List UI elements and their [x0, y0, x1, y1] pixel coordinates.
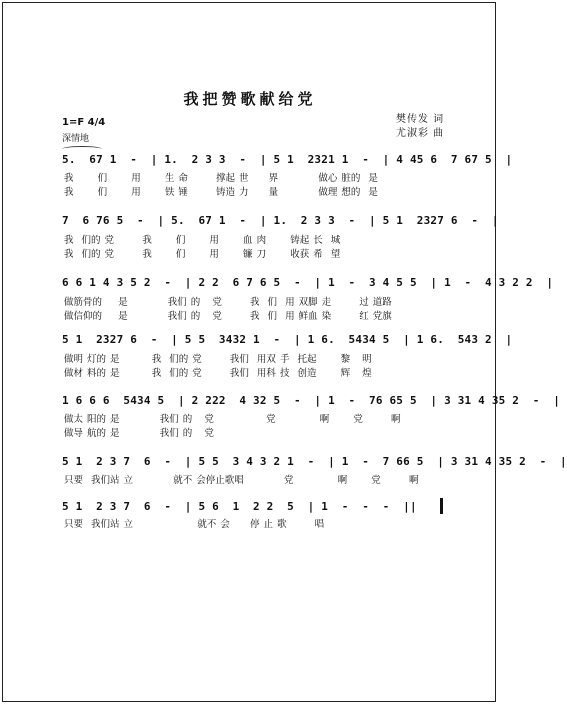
lyric-line: 只要 我们站 立 就不 会 停 止 歌 唱 — [64, 519, 325, 530]
notation-line: 1 6 6 6 5434 5 | 2 222 4 32 5 - | 1 - 76 65 5 | 3 31 4 35 2 - | — [62, 394, 561, 407]
composer-credit: 尤淑彩 曲 — [396, 128, 445, 139]
lyric-line: 做信仰的 是 我们 的 党 我 们 用 鲜血 染 红 党旗 — [64, 311, 392, 322]
key-signature: 1=F 4/4 — [62, 117, 106, 128]
lyricist-credit: 樊传发 词 — [396, 114, 445, 125]
lyric-line: 做导 航的 是 我们 的 党 — [64, 428, 214, 439]
lyric-line: 做太 阳的 是 我们 的 党 党 啊 党 啊 — [64, 414, 401, 425]
notation-line: 5 1 2 3 7 6 - | 5 5 3 4 3 2 1 - | 1 - 7 66 5 | 3 31 4 35 2 - | — [62, 455, 567, 468]
notation-line: 5. 67 1 - | 1. 2 3 3 - | 5 1 2321 1 - | 4 45 6 7 67 5 | — [62, 153, 513, 166]
notation-line: 5 1 2327 6 - | 5 5 3432 1 - | 1 6. 5434 5 | 1 6. 543 2 | — [62, 333, 513, 346]
lyric-line: 我 们的 党 我 们 用 镰 刀 收获 希 望 — [64, 249, 341, 260]
slur — [62, 146, 102, 152]
lyric-line: 做筋骨的 是 我们 的 党 我 们 用 双脚 走 过 道路 — [64, 297, 392, 308]
lyric-line: 我 们的 党 我 们 用 血 肉 铸起 长 城 — [64, 235, 341, 246]
notation-line: 7 6 76 5 - | 5. 67 1 - | 1. 2 3 3 - | 5 1 2327 6 - | — [62, 214, 499, 227]
lyric-line: 做明 灯的 是 我 们的 党 我们 用双 手 托起 黎 明 — [64, 354, 372, 365]
song-title: 我把赞歌献给党 — [183, 90, 317, 108]
tempo-marking: 深情地 — [62, 134, 90, 144]
lyric-line: 我 们 用 铁 锤 铸造 力 量 做理 想的 是 — [64, 187, 378, 198]
final-barline — [440, 498, 443, 514]
notation-line: 6 6 1 4 3 5 2 - | 2 2 6 7 6 5 - | 1 - 3 4 5 5 | 1 - 4 3 2 2 | — [62, 276, 554, 289]
lyric-line: 做材 料的 是 我 们的 党 我们 用科 技 创造 辉 煌 — [64, 368, 372, 379]
notation-line: 5 1 2 3 7 6 - | 5 6 1 2 2 5 | 1 - - - || — [62, 500, 417, 513]
lyric-line: 我 们 用 生 命 撑起 世 界 做心 脏的 是 — [64, 173, 378, 184]
lyric-line: 只要 我们站 立 就不 会停止歌唱 党 啊 党 啊 — [64, 475, 419, 486]
